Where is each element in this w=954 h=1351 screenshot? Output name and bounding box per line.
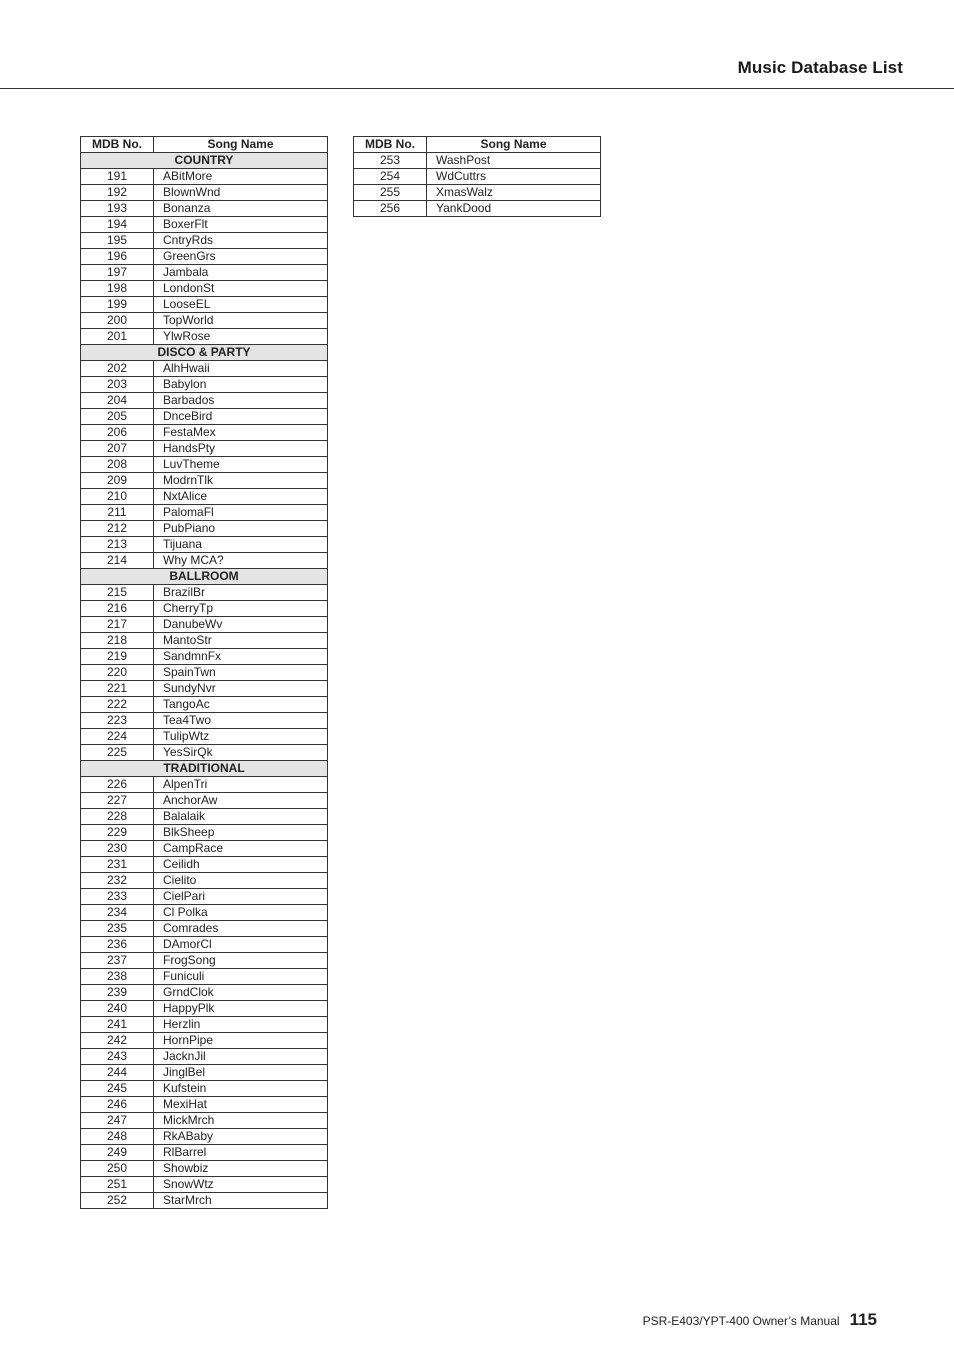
category-row xyxy=(81,569,328,585)
song-name: DanubeWv xyxy=(154,617,328,633)
table-row xyxy=(81,1049,328,1065)
mdb-number: 211 xyxy=(81,505,154,521)
song-name: LuvTheme xyxy=(154,457,328,473)
song-name: ModrnTlk xyxy=(154,473,328,489)
song-name: YlwRose xyxy=(154,329,328,345)
song-name: DnceBird xyxy=(154,409,328,425)
song-name: CntryRds xyxy=(154,233,328,249)
mdb-number: 244 xyxy=(81,1065,154,1081)
mdb-number: 222 xyxy=(81,697,154,713)
song-name: Barbados xyxy=(154,393,328,409)
song-name: Funiculi xyxy=(154,969,328,985)
song-name: GrndClok xyxy=(154,985,328,1001)
mdb-number: 230 xyxy=(81,841,154,857)
page-title: Music Database List xyxy=(737,58,903,77)
song-name: TulipWtz xyxy=(154,729,328,745)
mdb-number: 223 xyxy=(81,713,154,729)
song-name: SnowWtz xyxy=(154,1177,328,1193)
table-header-row xyxy=(81,137,328,153)
song-name: AnchorAw xyxy=(154,793,328,809)
song-name: TangoAc xyxy=(154,697,328,713)
mdb-number: 198 xyxy=(81,281,154,297)
table-row xyxy=(81,857,328,873)
mdb-number: 216 xyxy=(81,601,154,617)
table-row xyxy=(81,617,328,633)
mdb-number: 256 xyxy=(354,201,427,217)
song-name: StarMrch xyxy=(154,1193,328,1209)
table-row xyxy=(354,169,601,185)
song-name: HappyPlk xyxy=(154,1001,328,1017)
table-row xyxy=(81,1193,328,1209)
page-footer xyxy=(643,1310,877,1330)
table-row xyxy=(81,1081,328,1097)
mdb-number: 253 xyxy=(354,153,427,169)
table-row xyxy=(81,777,328,793)
song-name: Herzlin xyxy=(154,1017,328,1033)
song-name: DAmorCl xyxy=(154,937,328,953)
mdb-number: 192 xyxy=(81,185,154,201)
song-name: BrazilBr xyxy=(154,585,328,601)
table-row xyxy=(81,1129,328,1145)
category-row xyxy=(81,153,328,169)
table-row xyxy=(81,809,328,825)
song-name: Balalaik xyxy=(154,809,328,825)
table-row xyxy=(81,169,328,185)
mdb-number: 237 xyxy=(81,953,154,969)
song-name: NxtAlice xyxy=(154,489,328,505)
table-row xyxy=(81,841,328,857)
song-name: Tea4Two xyxy=(154,713,328,729)
table-row xyxy=(81,425,328,441)
mdb-number: 219 xyxy=(81,649,154,665)
mdb-number: 234 xyxy=(81,905,154,921)
mdb-number: 248 xyxy=(81,1129,154,1145)
table-row xyxy=(81,521,328,537)
song-name: TopWorld xyxy=(154,313,328,329)
song-name: ABitMore xyxy=(154,169,328,185)
table-row xyxy=(81,665,328,681)
mdb-number: 255 xyxy=(354,185,427,201)
table-row xyxy=(81,233,328,249)
song-name: GreenGrs xyxy=(154,249,328,265)
song-name: AlpenTri xyxy=(154,777,328,793)
table-row xyxy=(81,537,328,553)
table-row xyxy=(81,601,328,617)
mdb-number: 202 xyxy=(81,361,154,377)
mdb-number: 199 xyxy=(81,297,154,313)
mdb-number: 232 xyxy=(81,873,154,889)
table-row xyxy=(81,505,328,521)
song-name: JinglBel xyxy=(154,1065,328,1081)
mdb-number: 206 xyxy=(81,425,154,441)
mdb-number: 195 xyxy=(81,233,154,249)
mdb-number: 249 xyxy=(81,1145,154,1161)
table-row xyxy=(81,249,328,265)
mdb-number: 229 xyxy=(81,825,154,841)
song-name: HandsPty xyxy=(154,441,328,457)
table-row xyxy=(81,297,328,313)
song-name: LondonSt xyxy=(154,281,328,297)
table-row xyxy=(81,1113,328,1129)
category-label: COUNTRY xyxy=(81,153,328,169)
song-name: Tijuana xyxy=(154,537,328,553)
table-row xyxy=(81,713,328,729)
table-row xyxy=(81,649,328,665)
table-row xyxy=(354,153,601,169)
table-row xyxy=(81,905,328,921)
table-row xyxy=(81,921,328,937)
table-row xyxy=(81,393,328,409)
table-row xyxy=(354,185,601,201)
mdb-number: 193 xyxy=(81,201,154,217)
table-row xyxy=(81,201,328,217)
table-row xyxy=(354,201,601,217)
mdb-number: 239 xyxy=(81,985,154,1001)
song-name: AlhHwaii xyxy=(154,361,328,377)
table-row xyxy=(81,329,328,345)
song-name: LooseEL xyxy=(154,297,328,313)
table-row xyxy=(81,793,328,809)
mdb-number: 233 xyxy=(81,889,154,905)
song-name: PalomaFl xyxy=(154,505,328,521)
song-name: BlkSheep xyxy=(154,825,328,841)
mdb-number: 240 xyxy=(81,1001,154,1017)
mdb-number: 196 xyxy=(81,249,154,265)
mdb-number: 212 xyxy=(81,521,154,537)
table-row xyxy=(81,265,328,281)
mdb-number: 221 xyxy=(81,681,154,697)
table-row xyxy=(81,457,328,473)
mdb-number: 213 xyxy=(81,537,154,553)
song-name: XmasWalz xyxy=(427,185,601,201)
table-row xyxy=(81,985,328,1001)
mdb-number: 242 xyxy=(81,1033,154,1049)
mdb-number: 191 xyxy=(81,169,154,185)
song-name: Kufstein xyxy=(154,1081,328,1097)
mdb-number: 224 xyxy=(81,729,154,745)
table-row xyxy=(81,633,328,649)
table-row xyxy=(81,873,328,889)
table-row xyxy=(81,729,328,745)
table-row xyxy=(81,825,328,841)
song-name: RlBarrel xyxy=(154,1145,328,1161)
mdb-number: 235 xyxy=(81,921,154,937)
song-name: PubPiano xyxy=(154,521,328,537)
table-row xyxy=(81,697,328,713)
mdb-number: 247 xyxy=(81,1113,154,1129)
song-name: Ceilidh xyxy=(154,857,328,873)
song-name: RkABaby xyxy=(154,1129,328,1145)
mdb-number: 245 xyxy=(81,1081,154,1097)
song-name: Jambala xyxy=(154,265,328,281)
mdb-number: 252 xyxy=(81,1193,154,1209)
table-row xyxy=(81,1161,328,1177)
table-row xyxy=(81,681,328,697)
column-header-song-name: Song Name xyxy=(427,137,601,153)
song-name: Babylon xyxy=(154,377,328,393)
category-row xyxy=(81,761,328,777)
music-database-table-right xyxy=(353,136,601,217)
song-name: CampRace xyxy=(154,841,328,857)
mdb-number: 217 xyxy=(81,617,154,633)
mdb-number: 226 xyxy=(81,777,154,793)
table-row xyxy=(81,377,328,393)
category-row xyxy=(81,345,328,361)
table-row xyxy=(81,441,328,457)
table-row xyxy=(81,1177,328,1193)
column-header-mdb-no: MDB No. xyxy=(81,137,154,153)
mdb-number: 238 xyxy=(81,969,154,985)
mdb-number: 205 xyxy=(81,409,154,425)
mdb-number: 218 xyxy=(81,633,154,649)
table-row xyxy=(81,553,328,569)
mdb-number: 220 xyxy=(81,665,154,681)
mdb-number: 241 xyxy=(81,1017,154,1033)
song-name: Cielito xyxy=(154,873,328,889)
table-row xyxy=(81,1033,328,1049)
mdb-number: 194 xyxy=(81,217,154,233)
song-name: Why MCA? xyxy=(154,553,328,569)
song-name: JacknJil xyxy=(154,1049,328,1065)
table-row xyxy=(81,953,328,969)
mdb-number: 209 xyxy=(81,473,154,489)
table-row xyxy=(81,889,328,905)
mdb-number: 250 xyxy=(81,1161,154,1177)
song-name: MantoStr xyxy=(154,633,328,649)
table-row xyxy=(81,281,328,297)
mdb-number: 227 xyxy=(81,793,154,809)
table-row xyxy=(81,1001,328,1017)
mdb-number: 208 xyxy=(81,457,154,473)
mdb-number: 254 xyxy=(354,169,427,185)
song-name: FestaMex xyxy=(154,425,328,441)
category-label: BALLROOM xyxy=(81,569,328,585)
mdb-number: 200 xyxy=(81,313,154,329)
table-row xyxy=(81,473,328,489)
song-name: BlownWnd xyxy=(154,185,328,201)
column-header-mdb-no: MDB No. xyxy=(354,137,427,153)
song-name: MickMrch xyxy=(154,1113,328,1129)
table-row xyxy=(81,313,328,329)
table-row xyxy=(81,409,328,425)
table-row xyxy=(81,489,328,505)
song-name: YankDood xyxy=(427,201,601,217)
song-name: CielPari xyxy=(154,889,328,905)
table-row xyxy=(81,745,328,761)
table-row xyxy=(81,217,328,233)
table-row xyxy=(81,969,328,985)
mdb-number: 246 xyxy=(81,1097,154,1113)
mdb-number: 210 xyxy=(81,489,154,505)
song-name: Comrades xyxy=(154,921,328,937)
song-name: SundyNvr xyxy=(154,681,328,697)
song-name: Cl Polka xyxy=(154,905,328,921)
song-name: Bonanza xyxy=(154,201,328,217)
mdb-number: 228 xyxy=(81,809,154,825)
page-header xyxy=(0,0,954,89)
table-row xyxy=(81,1017,328,1033)
page-number: 115 xyxy=(849,1310,877,1329)
song-name: SpainTwn xyxy=(154,665,328,681)
column-header-song-name: Song Name xyxy=(154,137,328,153)
table-row xyxy=(81,585,328,601)
table-row xyxy=(81,1145,328,1161)
mdb-number: 251 xyxy=(81,1177,154,1193)
song-name: HornPipe xyxy=(154,1033,328,1049)
mdb-number: 201 xyxy=(81,329,154,345)
table-row xyxy=(81,361,328,377)
table-row xyxy=(81,937,328,953)
mdb-number: 214 xyxy=(81,553,154,569)
mdb-number: 204 xyxy=(81,393,154,409)
song-name: WdCuttrs xyxy=(427,169,601,185)
category-label: TRADITIONAL xyxy=(81,761,328,777)
song-name: MexiHat xyxy=(154,1097,328,1113)
manual-title: PSR-E403/YPT-400 Owner’s Manual xyxy=(642,1314,840,1328)
song-name: WashPost xyxy=(427,153,601,169)
song-name: SandmnFx xyxy=(154,649,328,665)
mdb-number: 225 xyxy=(81,745,154,761)
song-name: Showbiz xyxy=(154,1161,328,1177)
table-row xyxy=(81,1097,328,1113)
mdb-number: 203 xyxy=(81,377,154,393)
song-name: FrogSong xyxy=(154,953,328,969)
mdb-number: 207 xyxy=(81,441,154,457)
table-row xyxy=(81,1065,328,1081)
song-name: YesSirQk xyxy=(154,745,328,761)
song-name: BoxerFlt xyxy=(154,217,328,233)
table-header-row xyxy=(354,137,601,153)
category-label: DISCO & PARTY xyxy=(81,345,328,361)
music-database-table-left xyxy=(80,136,328,1209)
mdb-number: 243 xyxy=(81,1049,154,1065)
mdb-number: 236 xyxy=(81,937,154,953)
table-row xyxy=(81,185,328,201)
mdb-number: 197 xyxy=(81,265,154,281)
song-name: CherryTp xyxy=(154,601,328,617)
mdb-number: 231 xyxy=(81,857,154,873)
mdb-number: 215 xyxy=(81,585,154,601)
